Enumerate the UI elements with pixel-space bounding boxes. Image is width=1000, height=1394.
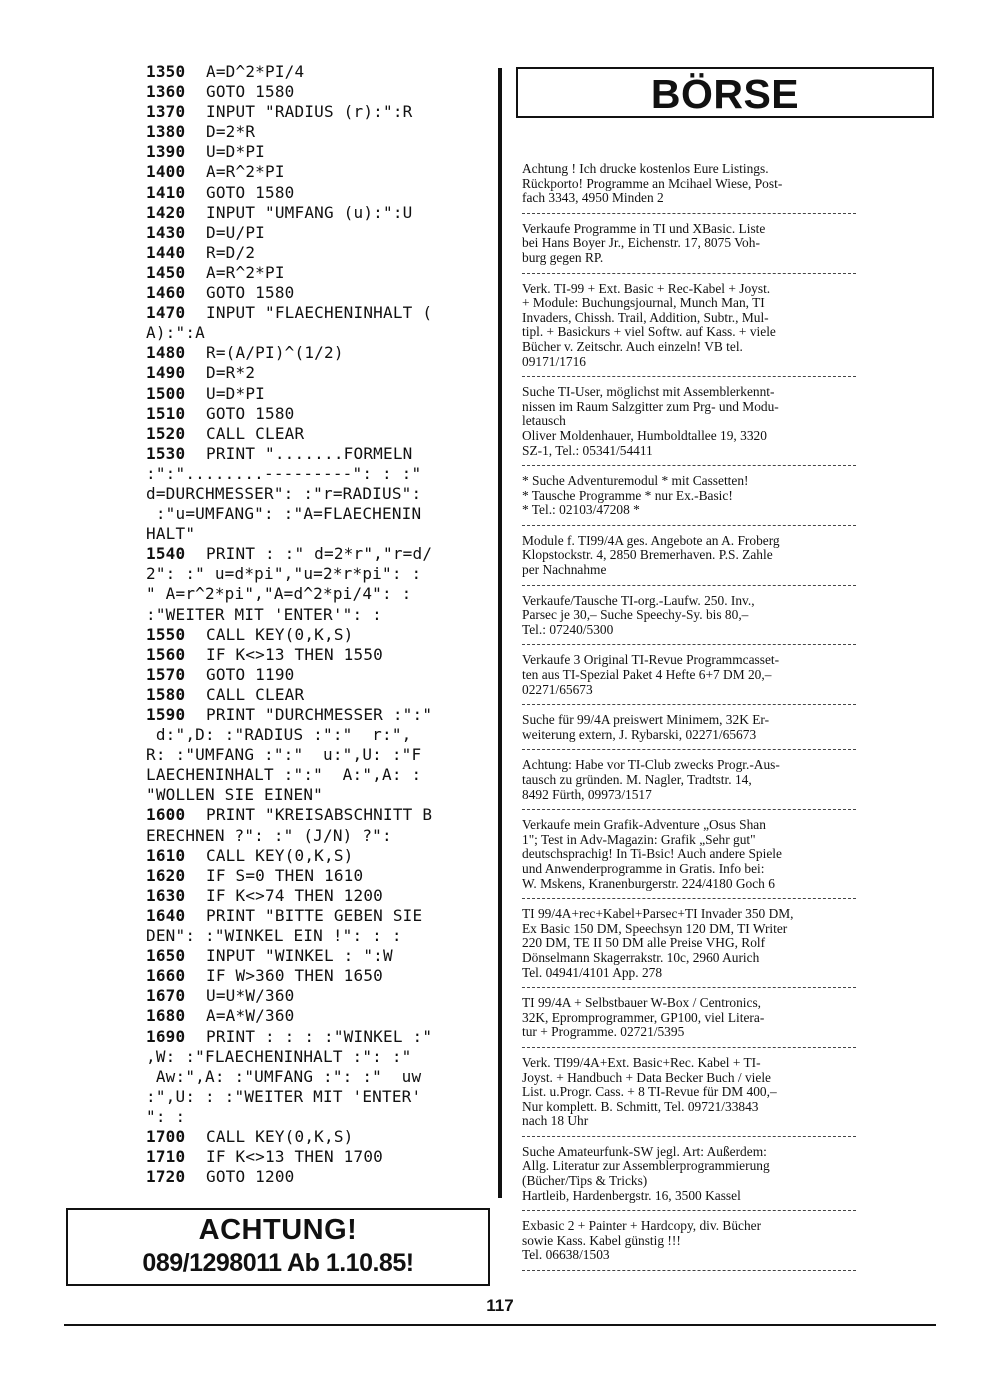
ad-text-line: und Anwenderprogramme in Gratis. Info bei: <box>522 860 765 876</box>
code-text: IF W>360 THEN 1650 <box>206 966 383 986</box>
code-text: PRINT "BITTE GEBEN SIE <box>206 905 423 925</box>
code-text: " A=r^2*pi","A=d^2*pi/4": : <box>146 584 412 604</box>
classified-ad <box>522 220 856 274</box>
line-number: 1700 <box>146 1126 186 1146</box>
code-line <box>146 685 491 705</box>
classified-ad <box>522 160 856 214</box>
ad-text-line: Achtung ! Ich drucke kostenlos Eure Listings. <box>522 161 769 176</box>
code-text: IF K<>74 THEN 1200 <box>206 885 383 905</box>
code-line <box>146 183 491 203</box>
ad-text-line: TI 99/4A + Selbstbauer W-Box / Centronics, <box>522 995 762 1011</box>
code-text: U=D*PI <box>206 142 265 162</box>
page-number: 117 <box>486 1296 514 1315</box>
line-number: 1400 <box>146 162 186 182</box>
classified-ad <box>522 1054 856 1137</box>
ad-text-line: bei Hans Boyer Jr., Eichenstr. 17, 8075 Voh- <box>522 235 760 251</box>
code-text: CALL KEY(0,K,S) <box>206 624 354 644</box>
line-number: 1440 <box>146 242 186 262</box>
ad-text-line: Ex Basic 150 DM, Speechsyn 120 DM, TI Writer <box>522 920 788 936</box>
ad-text-line: 09171/1716 <box>522 353 586 369</box>
line-number: 1620 <box>146 865 186 885</box>
code-line <box>146 142 491 162</box>
line-number: 1350 <box>146 62 186 81</box>
code-line <box>146 162 491 182</box>
code-line <box>146 1067 491 1087</box>
line-number: 1490 <box>146 363 186 383</box>
code-text: :":"........---------": : :" <box>146 463 422 483</box>
code-line <box>146 785 491 805</box>
code-text: :"u=UMFANG": :"A=FLAECHENIN <box>146 504 422 524</box>
achtung-box <box>66 1208 490 1286</box>
code-line <box>146 605 491 625</box>
line-number: 1420 <box>146 202 186 222</box>
code-line <box>146 725 491 745</box>
code-line <box>146 986 491 1006</box>
ad-text-line: tausch zu gründen. M. Nagler, Tradtstr. 14, <box>522 772 752 787</box>
ad-text-line: letausch <box>522 413 566 429</box>
code-line <box>146 323 491 343</box>
code-text: PRINT : : : :"WINKEL :" <box>206 1026 433 1046</box>
ad-text-line: 8492 Fürth, 09973/1517 <box>522 786 652 802</box>
code-line <box>146 745 491 765</box>
ad-text-line: Oliver Moldenhauer, Humboldtallee 19, 3320 <box>522 427 767 443</box>
line-number: 1380 <box>146 122 186 142</box>
code-text: D=2*R <box>206 122 256 142</box>
code-text: GOTO 1580 <box>206 283 295 303</box>
code-text: U=U*W/360 <box>206 986 295 1006</box>
ad-text-line: Verk. TI-99 + Ext. Basic + Rec-Kabel + Joyst. <box>522 280 771 296</box>
basic-listing <box>146 62 491 1187</box>
classified-ad <box>522 905 856 988</box>
line-number: 1680 <box>146 1006 186 1026</box>
code-text: d=DURCHMESSER": :"r=RADIUS": <box>146 483 422 503</box>
code-line <box>146 484 491 504</box>
code-line <box>146 544 491 564</box>
ad-text-line: tipl. + Basickurs + viel Softw. auf Kass. + viele <box>522 324 776 340</box>
code-text: PRINT : :" d=2*r","r=d/ <box>206 544 433 564</box>
ad-text-line: Module f. TI99/4A ges. Angebote an A. Froberg <box>522 532 780 548</box>
code-line <box>146 1107 491 1127</box>
code-text: D=R*2 <box>206 363 256 383</box>
code-line <box>146 82 491 102</box>
code-text: CALL KEY(0,K,S) <box>206 845 354 865</box>
code-text: HALT" <box>146 524 196 544</box>
boerse-header-box <box>516 67 934 118</box>
code-line <box>146 584 491 604</box>
classified-ad <box>522 994 856 1048</box>
ad-text-line: Achtung: Habe vor TI-Club zwecks Progr.-Aus- <box>522 757 780 773</box>
code-line <box>146 906 491 926</box>
code-text: GOTO 1190 <box>206 664 295 684</box>
line-number: 1570 <box>146 664 186 684</box>
code-line <box>146 926 491 946</box>
classified-ad <box>522 1143 856 1211</box>
code-text: PRINT "KREISABSCHNITT B <box>206 805 433 825</box>
line-number: 1560 <box>146 644 186 664</box>
line-number: 1360 <box>146 82 186 102</box>
ad-text-line: per Nachnahme <box>522 562 607 578</box>
code-text: A=R^2*PI <box>206 262 285 282</box>
ad-text-line: nissen im Raum Salzgitter zum Prg- und Modu- <box>522 398 779 414</box>
code-text: A=R^2*PI <box>206 162 285 182</box>
code-line <box>146 504 491 524</box>
code-text: CALL CLEAR <box>206 684 305 704</box>
classified-ad <box>522 280 856 378</box>
code-text: GOTO 1580 <box>206 82 295 102</box>
code-line <box>146 826 491 846</box>
classified-ad <box>522 532 856 586</box>
line-number: 1670 <box>146 986 186 1006</box>
ad-text-line: nach 18 Uhr <box>522 1113 589 1129</box>
code-text: R=D/2 <box>206 242 256 262</box>
code-text: GOTO 1580 <box>206 403 295 423</box>
code-text: IF K<>13 THEN 1550 <box>206 644 383 664</box>
code-text: GOTO 1200 <box>206 1167 295 1187</box>
code-line <box>146 645 491 665</box>
classified-ad <box>522 383 856 466</box>
code-line <box>146 263 491 283</box>
ad-text-line: tur + Programme. 02721/5395 <box>522 1024 685 1040</box>
ad-text-line: Invaders, Chissh. Trail, Addition, Subtr., Mul- <box>522 309 769 325</box>
ad-text-line: * Tausche Programme * nur Ex.-Basic! <box>522 487 733 503</box>
classified-ad <box>522 711 856 750</box>
code-line <box>146 946 491 966</box>
line-number: 1550 <box>146 624 186 644</box>
line-number: 1720 <box>146 1167 186 1187</box>
code-line <box>146 384 491 404</box>
line-number: 1460 <box>146 283 186 303</box>
ad-text-line: 32K, Epromprogrammer, GP100, viel Litera- <box>522 1009 765 1025</box>
code-line <box>146 1087 491 1107</box>
code-text: IF S=0 THEN 1610 <box>206 865 364 885</box>
ad-text-line: weiterung extern, J. Rybarski, 02271/65673 <box>522 726 757 742</box>
line-number: 1510 <box>146 403 186 423</box>
code-text: U=D*PI <box>206 383 265 403</box>
code-text: Aw:",A: :"UMFANG :": :" uw <box>146 1066 422 1086</box>
line-number: 1450 <box>146 262 186 282</box>
ad-text-line: fach 3343, 4950 Minden 2 <box>522 190 664 206</box>
ad-text-line: Verkaufe 3 Original TI-Revue Programmcasset- <box>522 652 780 668</box>
ad-text-line: Tel. 04941/4101 App. 278 <box>522 964 663 980</box>
ad-text-line: 1"; Test in Adv-Magazin: Grafik „Sehr gut" <box>522 831 756 847</box>
line-number: 1600 <box>146 805 186 825</box>
line-number: 1580 <box>146 684 186 704</box>
code-line <box>146 765 491 785</box>
column-divider <box>498 68 502 1198</box>
ad-text-line: * Suche Adventuremodul * mit Cassetten! <box>522 473 749 489</box>
achtung-phone: 089/1298011 Ab 1.10.85! <box>142 1249 414 1277</box>
code-text: LAECHENINHALT :":" A:",A: : <box>146 765 422 785</box>
code-line <box>146 464 491 484</box>
code-text: INPUT "FLAECHENINHALT ( <box>206 303 433 323</box>
code-line <box>146 805 491 825</box>
line-number: 1710 <box>146 1147 186 1167</box>
code-text: INPUT "WINKEL : ":W <box>206 946 393 966</box>
ad-text-line: Hartleib, Hardenbergstr. 16, 3500 Kassel <box>522 1187 741 1203</box>
classified-ad <box>522 472 856 526</box>
line-number: 1430 <box>146 222 186 242</box>
code-line <box>146 705 491 725</box>
classified-ads <box>522 160 856 1277</box>
code-line <box>146 102 491 122</box>
code-text: PRINT ".......FORMELN <box>206 443 413 463</box>
ad-text-line: Exbasic 2 + Painter + Hardcopy, div. Bücher <box>522 1218 762 1234</box>
classified-ad <box>522 1217 856 1271</box>
bottom-rule <box>64 1324 936 1326</box>
ad-text-line: Klopstockstr. 4, 2850 Bremerhaven. P.S. Zahle <box>522 547 773 563</box>
code-line <box>146 303 491 323</box>
code-line <box>146 564 491 584</box>
ad-text-line: Parsec je 30,– Suche Speechy-Sy. bis 80,– <box>522 607 749 623</box>
line-number: 1610 <box>146 845 186 865</box>
line-number: 1630 <box>146 885 186 905</box>
ad-text-line: ten aus TI-Spezial Paket 4 Hefte 6+7 DM 20,– <box>522 667 772 683</box>
code-line <box>146 846 491 866</box>
code-line <box>146 1127 491 1147</box>
line-number: 1520 <box>146 423 186 443</box>
code-line <box>146 424 491 444</box>
code-line <box>146 343 491 363</box>
code-line <box>146 283 491 303</box>
line-number: 1690 <box>146 1026 186 1046</box>
code-text: :",U: : :"WEITER MIT 'ENTER' <box>146 1086 422 1106</box>
ad-text-line: deutschsprachig! In Ti-Bsic! Auch andere Spiele <box>522 846 782 862</box>
ad-text-line: Allg. Literatur zur Assemblerprogrammierung <box>522 1158 770 1174</box>
code-text: PRINT "DURCHMESSER :":" <box>206 705 433 724</box>
line-number: 1660 <box>146 966 186 986</box>
line-number: 1590 <box>146 705 186 724</box>
line-number: 1390 <box>146 142 186 162</box>
code-text: GOTO 1580 <box>206 182 295 202</box>
ad-text-line: Suche TI-User, möglichst mit Assemblerkennt- <box>522 384 775 400</box>
code-text: A=D^2*PI/4 <box>206 62 305 81</box>
line-number: 1640 <box>146 905 186 925</box>
ad-text-line: SZ-1, Tel.: 05341/54411 <box>522 442 653 458</box>
code-text: ": : <box>146 1106 186 1126</box>
code-line <box>146 243 491 263</box>
line-number: 1470 <box>146 303 186 323</box>
code-text: 2": :" u=d*pi","u=2*r*pi": : <box>146 564 422 584</box>
ad-text-line: Verk. TI99/4A+Ext. Basic+Rec. Kabel + TI- <box>522 1054 761 1070</box>
classified-ad <box>522 592 856 646</box>
code-text: ,W: :"FLAECHENINHALT :": :" <box>146 1046 412 1066</box>
ad-text-line: Joyst. + Handbuch + Data Becker Buch / viele <box>522 1069 772 1085</box>
code-line <box>146 866 491 886</box>
ad-text-line: + Module: Buchungsjournal, Munch Man, TI <box>522 295 765 311</box>
ad-text-line: W. Mskens, Kranenburgerstr. 224/4180 Goch 6 <box>522 875 775 891</box>
code-text: INPUT "UMFANG (u):":U <box>206 202 413 222</box>
code-text: INPUT "RADIUS (r):":R <box>206 102 413 122</box>
code-text: R: :"UMFANG :":" u:",U: :"F <box>146 745 422 765</box>
ad-text-line: * Tel.: 02103/47208 * <box>522 502 640 518</box>
code-line <box>146 404 491 424</box>
line-number: 1540 <box>146 544 186 564</box>
line-number: 1650 <box>146 946 186 966</box>
code-line <box>146 1167 491 1187</box>
code-line <box>146 122 491 142</box>
code-text: D=U/PI <box>206 222 265 242</box>
ad-text-line: Verkaufe/Tausche TI-org.-Laufw. 250. Inv., <box>522 592 755 608</box>
line-number: 1370 <box>146 102 186 122</box>
code-text: DEN": :"WINKEL EIN !": : : <box>146 926 402 946</box>
line-number: 1480 <box>146 343 186 363</box>
code-text: A=A*W/360 <box>206 1006 295 1026</box>
code-line <box>146 1027 491 1047</box>
classified-ad <box>522 816 856 899</box>
code-line <box>146 203 491 223</box>
code-line <box>146 444 491 464</box>
code-text: IF K<>13 THEN 1700 <box>206 1147 383 1167</box>
ad-text-line: burg gegen RP. <box>522 249 604 265</box>
ad-text-line: (Bücher/Tips & Tricks) <box>522 1173 648 1189</box>
line-number: 1500 <box>146 383 186 403</box>
ad-text-line: Bücher v. Zeitschr. Auch einzeln! VB tel. <box>522 338 743 354</box>
achtung-title: ACHTUNG! <box>198 1214 358 1246</box>
ad-text-line: TI 99/4A+rec+Kabel+Parsec+TI Invader 350 DM, <box>522 906 794 922</box>
code-line <box>146 1047 491 1067</box>
code-line <box>146 1147 491 1167</box>
code-text: :"WEITER MIT 'ENTER'": : <box>146 604 382 624</box>
code-text: "WOLLEN SIE EINEN" <box>146 785 323 805</box>
code-line <box>146 665 491 685</box>
boerse-title: BÖRSE <box>650 71 800 117</box>
code-text: CALL CLEAR <box>206 423 305 443</box>
classified-ad <box>522 756 856 810</box>
code-line <box>146 223 491 243</box>
classified-ad <box>522 651 856 705</box>
ad-text-line: Tel.: 07240/5300 <box>522 621 614 637</box>
code-text: CALL KEY(0,K,S) <box>206 1126 354 1146</box>
code-line <box>146 625 491 645</box>
code-line <box>146 62 491 82</box>
line-number: 1410 <box>146 182 186 202</box>
ad-text-line: Nur komplett. B. Schmitt, Tel. 09721/33843 <box>522 1098 759 1114</box>
code-line <box>146 1006 491 1026</box>
ad-text-line: sowie Kass. Kabel günstig !!! <box>522 1232 681 1248</box>
code-line <box>146 966 491 986</box>
code-text: A):":A <box>146 323 205 343</box>
ad-text-line: 220 DM, TE II 50 DM alle Preise VHG, Rolf <box>522 935 766 951</box>
ad-text-line: List. u.Progr. Cass. + 8 TI-Revue für DM 400,– <box>522 1084 777 1100</box>
ad-text-line: Verkaufe Programme in TI und XBasic. Liste <box>522 220 766 236</box>
ad-text-line: Rückporto! Programme an Mcihael Wiese, Post- <box>522 175 783 191</box>
code-text: d:",D: :"RADIUS :":" r:", <box>146 725 412 745</box>
code-line <box>146 886 491 906</box>
ad-text-line: Dönselmann Skagerrakstr. 10c, 2960 Aurich <box>522 949 760 965</box>
ad-text-line: 02271/65673 <box>522 681 593 697</box>
ad-text-line: Suche für 99/4A preiswert Minimem, 32K Er- <box>522 712 770 728</box>
ad-text-line: Tel. 06638/1503 <box>522 1247 610 1263</box>
ad-text-line: Suche Amateurfunk-SW jegl. Art: Außerdem: <box>522 1143 767 1159</box>
code-text: R=(A/PI)^(1/2) <box>206 343 344 363</box>
line-number: 1530 <box>146 443 186 463</box>
code-line <box>146 363 491 383</box>
code-line <box>146 524 491 544</box>
ad-text-line: Verkaufe mein Grafik-Adventure „Osus Shan <box>522 817 766 833</box>
code-text: ERECHNEN ?": :" (J/N) ?": <box>146 825 392 845</box>
